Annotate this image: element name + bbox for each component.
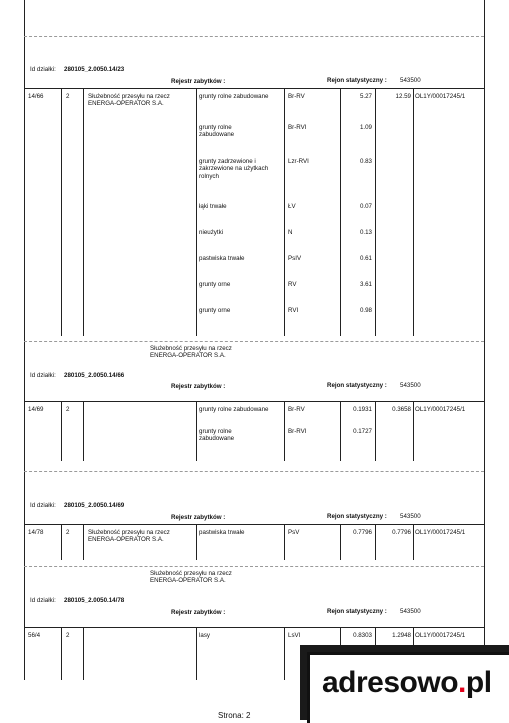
land-use: pastwiska trwałe bbox=[199, 255, 245, 262]
land-use: grunty rolne zabudowane bbox=[199, 428, 235, 443]
soil-class: N bbox=[288, 229, 293, 236]
rejon-value: 543500 bbox=[400, 608, 421, 615]
soil-class: Br-RV bbox=[288, 406, 305, 413]
parcel-number: 14/69 bbox=[28, 406, 44, 413]
soil-class: ŁV bbox=[288, 203, 296, 210]
land-use: grunty orne bbox=[199, 281, 231, 288]
soil-class: LsVI bbox=[288, 632, 301, 639]
area-value: 0.98 bbox=[359, 307, 372, 314]
land-use: grunty zadrzewione i zakrzewione na użytkach rolnych bbox=[199, 158, 269, 180]
parcel-id: 280105_2.0050.14/69 bbox=[64, 502, 125, 509]
kw-number: OL1Y/00017245/1 bbox=[415, 406, 466, 413]
area-value: 1.09 bbox=[359, 124, 372, 131]
id-dzialki-label: Id działki: bbox=[30, 372, 56, 379]
land-use: łąki trwałe bbox=[199, 203, 227, 210]
parcel-id: 280105_2.0050.14/78 bbox=[64, 597, 125, 604]
area-value: 0.83 bbox=[359, 158, 372, 165]
kw-number: OL1Y/00017245/1 bbox=[415, 529, 466, 536]
total-area: 0.7796 bbox=[392, 529, 411, 536]
table-header-line bbox=[24, 524, 484, 525]
soil-class: PsIV bbox=[288, 255, 302, 262]
area-value: 0.8303 bbox=[353, 632, 372, 639]
area-value: 0.07 bbox=[359, 203, 372, 210]
rejon-label: Rejon statystyczny : bbox=[327, 513, 387, 520]
land-use: grunty rolne zabudowane bbox=[199, 406, 269, 413]
page-number: Strona: 2 bbox=[218, 711, 251, 720]
table-header-line bbox=[24, 88, 484, 89]
soil-class: RVI bbox=[288, 307, 299, 314]
soil-class: Br-RVI bbox=[288, 428, 307, 435]
rejestr-label: Rejestr zabytków : bbox=[171, 514, 226, 521]
rejestr-label: Rejestr zabytków : bbox=[171, 383, 226, 390]
area-value: 0.61 bbox=[359, 255, 372, 262]
rejestr-label: Rejestr zabytków : bbox=[171, 78, 226, 85]
table-header-line bbox=[24, 627, 484, 628]
area-value: 0.7796 bbox=[353, 529, 372, 536]
soil-class: PsV bbox=[288, 529, 300, 536]
soil-class: RV bbox=[288, 281, 297, 288]
section-divider bbox=[24, 471, 484, 472]
kw-number: OL1Y/00017245/1 bbox=[415, 632, 466, 639]
note-text: Służebność przesyłu na rzecz ENERGA-OPERATOR S.A. bbox=[88, 93, 170, 108]
parcel-number: 56/4 bbox=[28, 632, 41, 639]
section-divider bbox=[24, 341, 484, 342]
rejon-label: Rejon statystyczny : bbox=[327, 382, 387, 389]
total-area: 1.2948 bbox=[392, 632, 411, 639]
land-use: grunty orne bbox=[199, 307, 231, 314]
land-use: grunty rolne zabudowane bbox=[199, 93, 269, 100]
parcel-number: 14/66 bbox=[28, 93, 44, 100]
soil-class: Br-RVI bbox=[288, 124, 307, 131]
adresowo-logo: adresowo.pl bbox=[322, 666, 492, 699]
note-text: Służebność przesyłu na rzecz ENERGA-OPERATOR S.A. bbox=[150, 570, 232, 585]
area-value: 0.13 bbox=[359, 229, 372, 236]
land-use: grunty rolne zabudowane bbox=[199, 124, 235, 139]
section-divider bbox=[24, 566, 484, 567]
table-header-line bbox=[24, 401, 484, 402]
parcel-id: 280105_2.0050.14/23 bbox=[64, 66, 125, 73]
id-dzialki-label: Id działki: bbox=[30, 597, 56, 604]
page-left-border bbox=[24, 0, 25, 680]
total-area: 0.3658 bbox=[392, 406, 411, 413]
id-dzialki-label: Id działki: bbox=[30, 66, 56, 73]
land-use: nieużytki bbox=[199, 229, 224, 236]
rejestr-label: Rejestr zabytków : bbox=[171, 609, 226, 616]
area-value: 0.1931 bbox=[353, 406, 372, 413]
rejon-value: 543500 bbox=[400, 513, 421, 520]
col2-value: 2 bbox=[66, 406, 70, 413]
land-use: lasy bbox=[199, 632, 211, 639]
rejon-value: 543500 bbox=[400, 77, 421, 84]
area-value: 3.61 bbox=[359, 281, 372, 288]
id-dzialki-label: Id działki: bbox=[30, 502, 56, 509]
soil-class: Lzr-RVI bbox=[288, 158, 309, 165]
col2-value: 2 bbox=[66, 93, 70, 100]
section-divider bbox=[24, 36, 484, 37]
rejon-value: 543500 bbox=[400, 382, 421, 389]
rejon-label: Rejon statystyczny : bbox=[327, 77, 387, 84]
page-right-border bbox=[484, 0, 485, 680]
rejon-label: Rejon statystyczny : bbox=[327, 608, 387, 615]
col2-value: 2 bbox=[66, 632, 70, 639]
note-text: Służebność przesyłu na rzecz ENERGA-OPERATOR S.A. bbox=[88, 529, 170, 544]
total-area: 12.59 bbox=[395, 93, 411, 100]
kw-number: OL1Y/00017245/1 bbox=[415, 93, 466, 100]
area-value: 0.1727 bbox=[353, 428, 372, 435]
col2-value: 2 bbox=[66, 529, 70, 536]
land-use: pastwiska trwałe bbox=[199, 529, 245, 536]
parcel-number: 14/78 bbox=[28, 529, 44, 536]
soil-class: Br-RV bbox=[288, 93, 305, 100]
parcel-id: 280105_2.0050.14/66 bbox=[64, 372, 125, 379]
area-value: 5.27 bbox=[359, 93, 372, 100]
note-text: Służebność przesyłu na rzecz ENERGA-OPERATOR S.A. bbox=[150, 345, 232, 360]
